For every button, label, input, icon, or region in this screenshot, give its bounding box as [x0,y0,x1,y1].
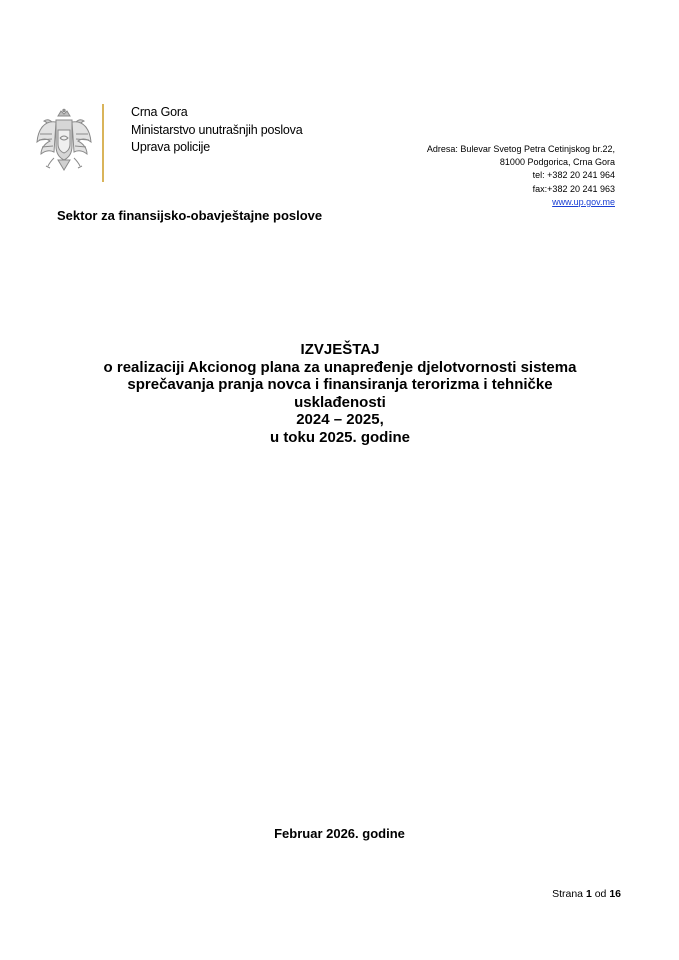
address-street: Adresa: Bulevar Svetog Petra Cetinjskog br.22, [426,144,615,154]
org-directorate: Uprava policije [131,140,210,154]
org-ministry: Ministarstvo unutrašnjih poslova [131,122,303,137]
address-fax: fax:+382 20 241 963 [532,183,615,194]
title-line: sprečavanja pranja novca i finansiranja terorizma i tehničke [127,376,553,393]
address-block [427,143,615,209]
sector-name: Sektor za finansijsko-obavještajne poslove [57,208,323,223]
organization-block [131,104,302,157]
page-current: 1 [585,888,592,900]
address-phone: tel: +382 20 241 964 [532,170,615,181]
header-divider [102,104,104,182]
title-heading: IZVJEŠTAJ [300,341,380,358]
page-total: 16 [609,888,621,900]
title-year: u toku 2025. godine [269,428,411,446]
report-title [40,341,640,446]
website-link[interactable]: www.up.gov.me [552,196,615,207]
page-separator: od [594,888,607,900]
coat-of-arms-icon [34,108,94,174]
title-period: 2024 – 2025, [296,411,384,428]
page-prefix: Strana [552,888,584,900]
title-line: o realizaciji Akcionog plana za unapređenje djelotvornosti sistema [103,358,577,376]
address-city: 81000 Podgorica, Crna Gora [499,157,615,168]
document-date: Februar 2026. godine [274,826,405,841]
title-line: usklađenosti [294,393,386,411]
page-number [552,888,621,900]
org-country: Crna Gora [131,105,188,119]
